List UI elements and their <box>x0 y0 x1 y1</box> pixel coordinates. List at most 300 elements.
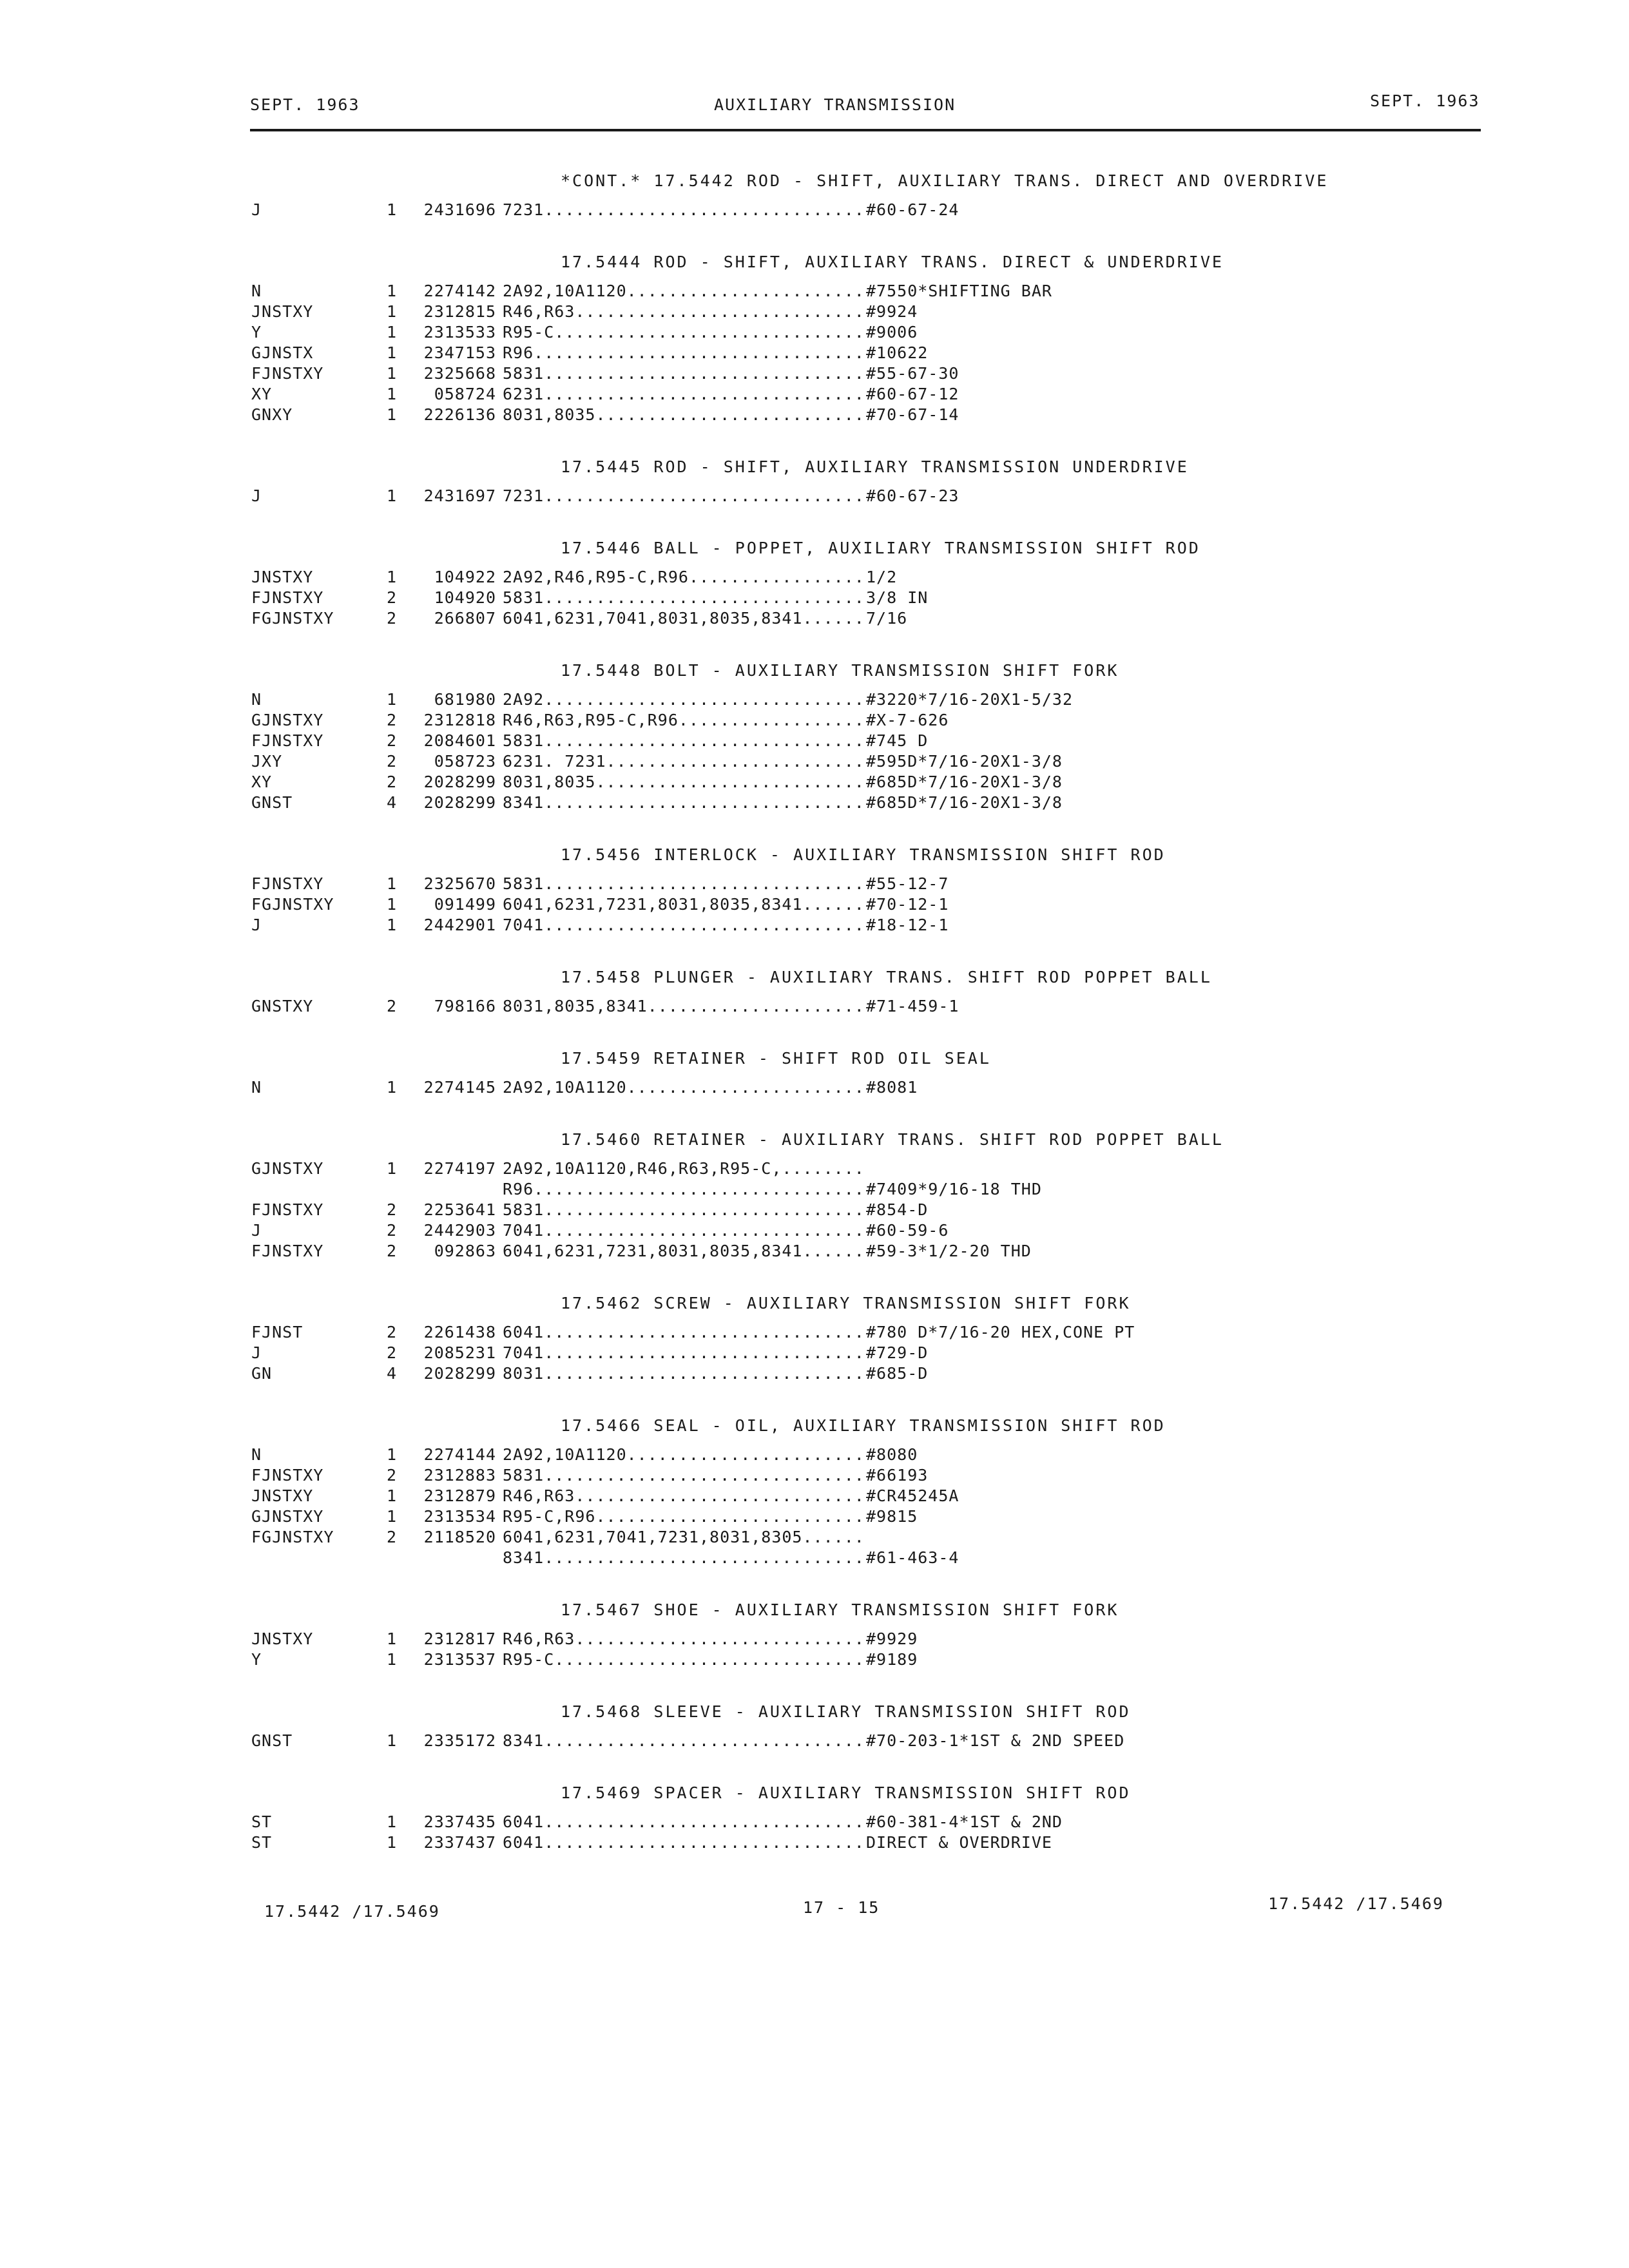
quantity: 1 <box>387 1486 398 1505</box>
part-section <box>251 530 1495 652</box>
quantity: 1 <box>387 1629 398 1648</box>
model-codes: GNSTXY <box>251 997 314 1015</box>
quantity: 2 <box>387 1528 398 1546</box>
quantity: 1 <box>387 1507 398 1526</box>
model-codes: N <box>251 1078 262 1097</box>
application: R46,R63 ..... <box>503 1486 863 1506</box>
application: 8341 ..... <box>503 1731 863 1751</box>
description: #745 D <box>866 731 929 750</box>
part-rows <box>251 486 1495 506</box>
quantity: 2 <box>387 1466 398 1485</box>
section-title: 17.5448 BOLT - AUXILIARY TRANSMISSION SHIFT FORK <box>561 661 1119 680</box>
model-codes: ST <box>251 1833 273 1852</box>
application: 8031,8035,8341 ..... <box>503 996 863 1017</box>
model-codes: FJNSTXY <box>251 1242 324 1260</box>
description: #18-12-1 <box>866 916 949 934</box>
description: #3220*7/16-20X1-5/32 <box>866 690 1074 709</box>
part-number: 104922 <box>434 568 496 586</box>
section-spacer <box>251 1751 1495 1774</box>
part-number: 2442901 <box>423 916 496 934</box>
application: 6231 ..... <box>503 384 863 405</box>
part-row <box>251 793 1495 813</box>
part-section <box>251 1040 1495 1121</box>
section-spacer <box>251 220 1495 244</box>
section-title: 17.5458 PLUNGER - AUXILIARY TRANS. SHIFT ROD POPPET BALL <box>561 968 1212 986</box>
part-row <box>251 281 1495 302</box>
application: R46,R63,R95-C,R96 ..... <box>503 710 863 731</box>
part-number: 2226136 <box>423 405 496 424</box>
footer-range-right: 17.5442 /17.5469 <box>1268 1894 1444 1913</box>
quantity: 1 <box>387 364 398 383</box>
quantity: 1 <box>387 916 398 934</box>
application: 8341 ..... <box>503 793 863 813</box>
part-number: 2274197 <box>423 1159 496 1178</box>
part-rows <box>251 1629 1495 1670</box>
description <box>863 1158 866 1179</box>
part-row <box>251 486 1495 506</box>
application: 6041,6231,7231,8031,8035,8341 ..... <box>503 894 863 915</box>
model-codes: Y <box>251 323 262 341</box>
application: 5831 ..... <box>503 1200 863 1220</box>
section-spacer <box>251 1098 1495 1121</box>
part-number: 2312818 <box>423 711 496 729</box>
parts-list <box>251 162 1495 1876</box>
part-number: 2312879 <box>423 1486 496 1505</box>
model-codes: FGJNSTXY <box>251 609 334 628</box>
model-codes: FJNSTXY <box>251 1200 324 1219</box>
application: R46,R63 ..... <box>503 302 863 322</box>
application: 8341 ..... <box>503 1548 863 1568</box>
description: #685D*7/16-20X1-3/8 <box>866 773 1063 791</box>
part-number: 058724 <box>434 385 496 403</box>
part-rows <box>251 1731 1495 1751</box>
part-number: 266807 <box>434 609 496 628</box>
part-row <box>251 1200 1495 1220</box>
description <box>863 1527 866 1548</box>
part-number: 2313537 <box>423 1650 496 1669</box>
part-row <box>251 731 1495 751</box>
quantity: 2 <box>387 773 398 791</box>
description: #7550*SHIFTING BAR <box>866 282 1052 300</box>
application: R95-C,R96 ..... <box>503 1506 863 1527</box>
section-title: 17.5462 SCREW - AUXILIARY TRANSMISSION SHIFT FORK <box>561 1294 1131 1312</box>
part-number: 2347153 <box>423 343 496 362</box>
part-row <box>251 343 1495 363</box>
application: 7231 ..... <box>503 200 863 220</box>
quantity: 2 <box>387 1242 398 1260</box>
quantity: 2 <box>387 1343 398 1362</box>
model-codes: GNST <box>251 793 293 812</box>
description: #780 D*7/16-20 HEX,CONE PT <box>866 1323 1135 1341</box>
page-number: 17 - 15 <box>803 1898 880 1917</box>
description: #70-203-1*1ST & 2ND SPEED <box>866 1731 1125 1750</box>
part-number: 2313534 <box>423 1507 496 1526</box>
part-row <box>251 772 1495 793</box>
part-row <box>251 1465 1495 1486</box>
application: 5831 ..... <box>503 588 863 608</box>
quantity: 2 <box>387 1221 398 1240</box>
part-row <box>251 996 1495 1017</box>
model-codes: XY <box>251 385 273 403</box>
section-title: 17.5445 ROD - SHIFT, AUXILIARY TRANSMISSION UNDERDRIVE <box>561 457 1189 476</box>
part-number: 092863 <box>434 1242 496 1260</box>
application: 8031 ..... <box>503 1363 863 1384</box>
quantity: 2 <box>387 1200 398 1219</box>
application: 7041 ..... <box>503 1343 863 1363</box>
part-row <box>251 1629 1495 1649</box>
model-codes: FJNSTXY <box>251 1466 324 1485</box>
part-rows <box>251 567 1495 629</box>
header-date-right: SEPT. 1963 <box>1370 91 1480 110</box>
part-number <box>406 1179 503 1200</box>
part-number: 2325668 <box>423 364 496 383</box>
section-spacer <box>251 1017 1495 1040</box>
part-row <box>251 751 1495 772</box>
section-title: 17.5468 SLEEVE - AUXILIARY TRANSMISSION SHIFT ROD <box>561 1702 1131 1721</box>
part-number: 2118520 <box>423 1528 496 1546</box>
model-codes <box>251 1548 387 1568</box>
model-codes: GJNSTXY <box>251 1507 324 1526</box>
section-spacer <box>251 1568 1495 1591</box>
part-number: 2335172 <box>423 1731 496 1750</box>
part-number <box>406 1548 503 1568</box>
part-number: 058723 <box>434 752 496 771</box>
model-codes: GJNSTXY <box>251 1159 324 1178</box>
part-section <box>251 162 1495 244</box>
description: #55-12-7 <box>866 874 949 893</box>
part-rows <box>251 1077 1495 1098</box>
part-number: 2084601 <box>423 731 496 750</box>
description: #55-67-30 <box>866 364 959 383</box>
quantity: 1 <box>387 1159 398 1178</box>
application: 5831 ..... <box>503 363 863 384</box>
part-rows <box>251 1445 1495 1568</box>
header-section-title: AUXILIARY TRANSMISSION <box>714 95 956 114</box>
application: 2A92,10A1120 ..... <box>503 1077 863 1098</box>
part-section <box>251 1693 1495 1774</box>
description: #685-D <box>866 1364 929 1383</box>
application: 5831 ..... <box>503 731 863 751</box>
part-number: 2313533 <box>423 323 496 341</box>
part-rows <box>251 1322 1495 1384</box>
part-number: 2312817 <box>423 1629 496 1648</box>
part-row <box>251 322 1495 343</box>
part-number: 2431697 <box>423 486 496 505</box>
application: 2A92,R46,R95-C,R96 ..... <box>503 567 863 588</box>
application: 5831 ..... <box>503 874 863 894</box>
quantity: 2 <box>387 1323 398 1341</box>
part-rows <box>251 1158 1495 1262</box>
quantity: 1 <box>387 385 398 403</box>
quantity: 4 <box>387 1364 398 1383</box>
part-rows <box>251 1812 1495 1853</box>
description: #729-D <box>866 1343 929 1362</box>
part-number: 2337437 <box>423 1833 496 1852</box>
section-spacer <box>251 629 1495 652</box>
description: #9929 <box>866 1629 918 1648</box>
description: 1/2 <box>866 568 898 586</box>
description: #9189 <box>866 1650 918 1669</box>
quantity: 2 <box>387 731 398 750</box>
part-number: 2431696 <box>423 200 496 219</box>
part-number: 2028299 <box>423 793 496 812</box>
part-row <box>251 567 1495 588</box>
part-number: 2028299 <box>423 773 496 791</box>
part-row <box>251 1077 1495 1098</box>
part-row <box>251 588 1495 608</box>
section-title: 17.5466 SEAL - OIL, AUXILIARY TRANSMISSION SHIFT ROD <box>561 1416 1166 1435</box>
part-row <box>251 1649 1495 1670</box>
model-codes: GJNSTXY <box>251 711 324 729</box>
part-number: 2085231 <box>423 1343 496 1362</box>
quantity <box>387 1548 406 1568</box>
description: 3/8 IN <box>866 588 929 607</box>
application: 2A92 ..... <box>503 689 863 710</box>
quantity <box>387 1179 406 1200</box>
part-row <box>251 1241 1495 1262</box>
part-section <box>251 1774 1495 1876</box>
application: R95-C ..... <box>503 322 863 343</box>
part-row <box>251 384 1495 405</box>
part-rows <box>251 200 1495 220</box>
quantity: 1 <box>387 302 398 321</box>
application: 7041 ..... <box>503 1220 863 1241</box>
application: R46,R63 ..... <box>503 1629 863 1649</box>
model-codes: GNXY <box>251 405 293 424</box>
section-title: 17.5459 RETAINER - SHIFT ROD OIL SEAL <box>561 1049 991 1068</box>
part-row <box>251 608 1495 629</box>
application: 8031,8035 ..... <box>503 405 863 425</box>
section-spacer <box>251 936 1495 959</box>
application: R95-C ..... <box>503 1649 863 1670</box>
quantity: 1 <box>387 343 398 362</box>
quantity: 1 <box>387 1650 398 1669</box>
model-codes: FGJNSTXY <box>251 895 334 914</box>
quantity: 1 <box>387 874 398 893</box>
section-title: 17.5467 SHOE - AUXILIARY TRANSMISSION SHIFT FORK <box>561 1600 1119 1619</box>
section-spacer <box>251 425 1495 448</box>
application: 7231 ..... <box>503 486 863 506</box>
section-spacer <box>251 1853 1495 1876</box>
description: #61-463-4 <box>866 1548 959 1567</box>
model-codes: FJNSTXY <box>251 588 324 607</box>
section-title: 17.5446 BALL - POPPET, AUXILIARY TRANSMISSION SHIFT ROD <box>561 539 1200 557</box>
part-row <box>251 1158 1495 1179</box>
model-codes: J <box>251 1343 262 1362</box>
section-spacer <box>251 506 1495 530</box>
application: 2A92,10A1120,R46,R63,R95-C,.. ..... <box>503 1158 863 1179</box>
part-row <box>251 405 1495 425</box>
description: #8081 <box>866 1078 918 1097</box>
part-number: 2312883 <box>423 1466 496 1485</box>
part-section <box>251 1285 1495 1407</box>
model-codes: FJNSTXY <box>251 364 324 383</box>
application: 6041 ..... <box>503 1812 863 1832</box>
part-section <box>251 652 1495 836</box>
part-row <box>251 710 1495 731</box>
quantity: 1 <box>387 895 398 914</box>
description: #8080 <box>866 1445 918 1464</box>
section-title: 17.5444 ROD - SHIFT, AUXILIARY TRANS. DIRECT & UNDERDRIVE <box>561 253 1224 271</box>
part-row <box>251 874 1495 894</box>
part-row <box>251 363 1495 384</box>
part-row <box>251 1506 1495 1527</box>
part-section <box>251 836 1495 959</box>
part-row <box>251 200 1495 220</box>
quantity: 2 <box>387 711 398 729</box>
description: #X-7-626 <box>866 711 949 729</box>
part-section <box>251 1121 1495 1285</box>
model-codes: FJNSTXY <box>251 874 324 893</box>
model-codes: JNSTXY <box>251 1629 314 1648</box>
model-codes <box>251 1179 387 1200</box>
section-spacer <box>251 1670 1495 1693</box>
description: #59-3*1/2-20 THD <box>866 1242 1032 1260</box>
part-row <box>251 1486 1495 1506</box>
part-number: 2312815 <box>423 302 496 321</box>
description: #10622 <box>866 343 929 362</box>
part-row <box>251 1731 1495 1751</box>
model-codes: XY <box>251 773 273 791</box>
section-title: 17.5469 SPACER - AUXILIARY TRANSMISSION SHIFT ROD <box>561 1783 1131 1802</box>
part-row <box>251 1832 1495 1853</box>
application: 6041 ..... <box>503 1832 863 1853</box>
model-codes: Y <box>251 1650 262 1669</box>
part-section <box>251 244 1495 448</box>
quantity: 2 <box>387 997 398 1015</box>
quantity: 1 <box>387 690 398 709</box>
part-number: 2253641 <box>423 1200 496 1219</box>
part-row <box>251 689 1495 710</box>
application: 2A92,10A1120 ..... <box>503 1445 863 1465</box>
description: #CR45245A <box>866 1486 959 1505</box>
footer-range-left: 17.5442 /17.5469 <box>264 1902 440 1921</box>
section-spacer <box>251 1262 1495 1285</box>
part-section <box>251 959 1495 1040</box>
application: 6231. 7231 ..... <box>503 751 863 772</box>
section-title: *CONT.* 17.5442 ROD - SHIFT, AUXILIARY TRANS. DIRECT AND OVERDRIVE <box>561 171 1329 190</box>
part-number: 091499 <box>434 895 496 914</box>
application: 6041,6231,7231,8031,8035,8341 ..... <box>503 1241 863 1262</box>
quantity: 1 <box>387 1812 398 1831</box>
section-spacer <box>251 813 1495 836</box>
model-codes: FJNST <box>251 1323 304 1341</box>
model-codes: JNSTXY <box>251 302 314 321</box>
section-title: 17.5456 INTERLOCK - AUXILIARY TRANSMISSION SHIFT ROD <box>561 845 1166 864</box>
description: #60-59-6 <box>866 1221 949 1240</box>
description: #9815 <box>866 1507 918 1526</box>
description: #685D*7/16-20X1-3/8 <box>866 793 1063 812</box>
description: #71-459-1 <box>866 997 959 1015</box>
part-section <box>251 1407 1495 1591</box>
part-number: 2325670 <box>423 874 496 893</box>
quantity: 2 <box>387 752 398 771</box>
description: #60-67-12 <box>866 385 959 403</box>
description: #7409*9/16-18 THD <box>866 1180 1042 1198</box>
quantity: 1 <box>387 568 398 586</box>
model-codes: J <box>251 200 262 219</box>
description: #60-67-24 <box>866 200 959 219</box>
section-title: 17.5460 RETAINER - AUXILIARY TRANS. SHIFT ROD POPPET BALL <box>561 1130 1224 1149</box>
model-codes: J <box>251 1221 262 1240</box>
description: #595D*7/16-20X1-3/8 <box>866 752 1063 771</box>
part-row <box>251 1220 1495 1241</box>
quantity: 1 <box>387 1445 398 1464</box>
application: 6041,6231,7041,8031,8035,8341 ..... <box>503 608 863 629</box>
part-number: 104920 <box>434 588 496 607</box>
quantity: 1 <box>387 1078 398 1097</box>
description: #60-67-23 <box>866 486 959 505</box>
application: R96 ..... <box>503 343 863 363</box>
part-row <box>251 915 1495 936</box>
description: #66193 <box>866 1466 929 1485</box>
model-codes: J <box>251 916 262 934</box>
part-number: 2442903 <box>423 1221 496 1240</box>
description: #60-381-4*1ST & 2ND <box>866 1812 1063 1831</box>
model-codes: GNST <box>251 1731 293 1750</box>
part-number: 2028299 <box>423 1364 496 1383</box>
model-codes: GN <box>251 1364 273 1383</box>
description: #9924 <box>866 302 918 321</box>
application: 6041 ..... <box>503 1322 863 1343</box>
description: 7/16 <box>866 609 908 628</box>
description: #70-67-14 <box>866 405 959 424</box>
quantity: 1 <box>387 323 398 341</box>
quantity: 2 <box>387 588 398 607</box>
part-number: 2274145 <box>423 1078 496 1097</box>
part-rows <box>251 281 1495 425</box>
part-number: 2274144 <box>423 1445 496 1464</box>
part-number: 681980 <box>434 690 496 709</box>
header-rule <box>250 129 1481 131</box>
model-codes: ST <box>251 1812 273 1831</box>
model-codes: JNSTXY <box>251 568 314 586</box>
model-codes: JXY <box>251 752 283 771</box>
part-row <box>251 1363 1495 1384</box>
application: 6041,6231,7041,7231,8031,8305 ..... <box>503 1527 863 1548</box>
part-rows <box>251 874 1495 936</box>
quantity: 1 <box>387 282 398 300</box>
description: #70-12-1 <box>866 895 949 914</box>
quantity: 1 <box>387 486 398 505</box>
header-date-left: SEPT. 1963 <box>250 95 360 114</box>
description: #854-D <box>866 1200 929 1219</box>
part-row <box>251 1179 1495 1200</box>
model-codes: JNSTXY <box>251 1486 314 1505</box>
part-number: 2274142 <box>423 282 496 300</box>
part-number: 2261438 <box>423 1323 496 1341</box>
part-section <box>251 448 1495 530</box>
model-codes: FGJNSTXY <box>251 1528 334 1546</box>
part-row <box>251 1445 1495 1465</box>
model-codes: J <box>251 486 262 505</box>
part-row <box>251 302 1495 322</box>
model-codes: N <box>251 690 262 709</box>
quantity: 1 <box>387 1833 398 1852</box>
part-row <box>251 1812 1495 1832</box>
application: 5831 ..... <box>503 1465 863 1486</box>
model-codes: N <box>251 282 262 300</box>
description: #9006 <box>866 323 918 341</box>
part-row <box>251 1548 1495 1568</box>
application: 7041 ..... <box>503 915 863 936</box>
part-row <box>251 1322 1495 1343</box>
application: 2A92,10A1120 ..... <box>503 281 863 302</box>
description: DIRECT & OVERDRIVE <box>866 1833 1052 1852</box>
part-number: 798166 <box>434 997 496 1015</box>
quantity: 2 <box>387 609 398 628</box>
model-codes: GJNSTX <box>251 343 314 362</box>
